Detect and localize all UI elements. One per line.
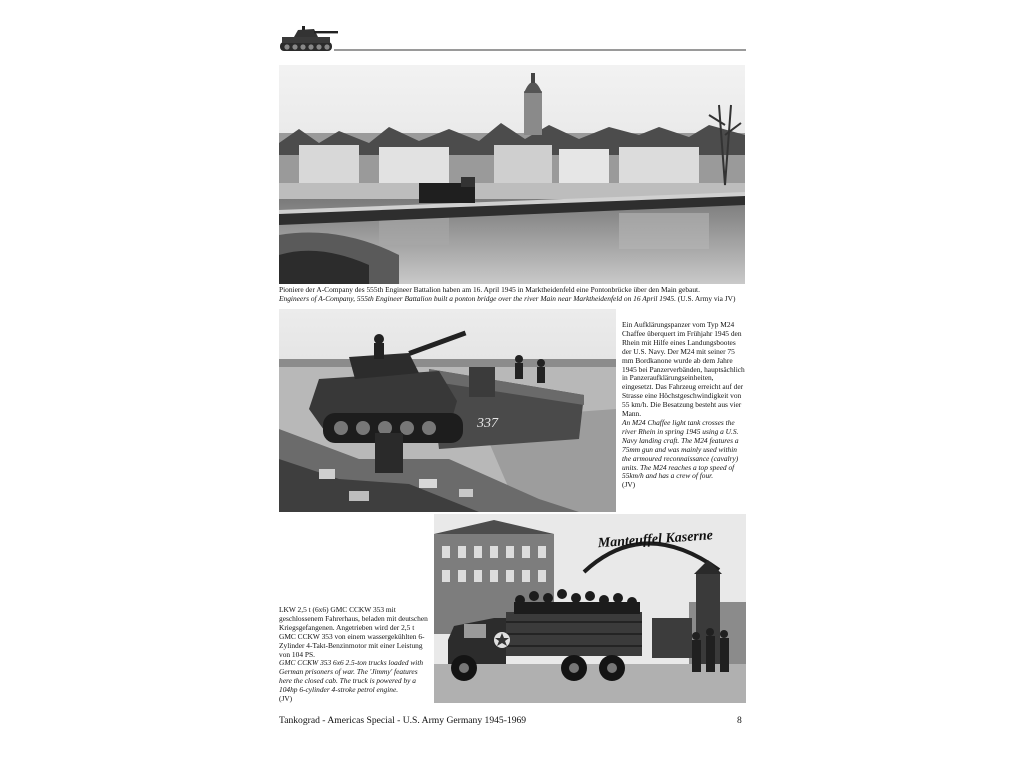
- photo-gmc-truck-kaserne: [434, 514, 746, 703]
- caption-english: GMC CCKW 353 6x6 2.5-ton trucks loaded with German prisoners of war. The 'Jimmy' features here the closed cab. The truck is powered by a 104hp 6-cylinder 4-stroke petrol engine.: [279, 658, 424, 695]
- caption-ponton-bridge: [279, 286, 749, 304]
- caption-german: LKW 2,5 t (6x6) GMC CCKW 353 mit geschlossenem Fahrerhaus, beladen mit deutschen Kriegsgefangenen. Angetrieben wird der 2,5 t GMC CCKW 353 von einem wassergekühlten 6-Zylinder 4-Takt-Benzinmotor mit einer Leistung von 104 PS.: [279, 605, 428, 659]
- photo-credit: (U.S. Army via JV): [677, 293, 736, 303]
- caption-m24: [622, 321, 746, 490]
- caption-english: Engineers of A-Company, 555th Engineer Battalion built a ponton bridge over the river Main near Marktheidenfeld on 16 April 1945.: [279, 293, 676, 303]
- header-rule: [334, 49, 746, 51]
- photo-credit: (JV): [622, 480, 636, 490]
- footer-book-title: Tankograd - Americas Special - U.S. Army Germany 1945-1969: [279, 715, 527, 726]
- hull-number: 337: [477, 416, 498, 431]
- caption-german: Ein Aufklärungspanzer vom Typ M24 Chaffee überquert im Frühjahr 1945 den Rhein mit Hilfe eines Landungsbootes der U.S. Navy. Der M24 mit seiner 75 mm Bordkanone wurde ab dem Jahre 1945 bei Panzerverbänden, hauptsächlich in Panzeraufklärungseinheiten, eingesetzt. Das Fahrzeug erreicht auf der Strasse eine Höchstgeschwindigkeit von 55 km/h. Die Besatzung besteht aus vier Mann.: [622, 320, 745, 419]
- caption-german: Pioniere der A-Company des 555th Engineer Battalion haben am 16. April 1945 in Marktheidenfeld eine Pontonbrücke über den Main gebaut.: [279, 285, 700, 294]
- caption-gmc-truck: [279, 606, 429, 704]
- arch-sign: Manteuffel Kaserne: [597, 528, 714, 552]
- tank-icon: [278, 20, 340, 54]
- caption-english: An M24 Chaffee light tank crosses the river Rhein in spring 1945 using a U.S. Navy landing craft. The M24 features a 75mm gun and was mainly used within the armoured reconnaissance (cavalry) units. The M24 reaches a top speed of 55km/h and has a crew of four.: [622, 417, 739, 481]
- photo-credit: (JV): [279, 694, 293, 704]
- photo-m24-landing-craft: [279, 309, 616, 512]
- page-number: 8: [737, 715, 742, 726]
- photo-ponton-bridge: [279, 65, 745, 284]
